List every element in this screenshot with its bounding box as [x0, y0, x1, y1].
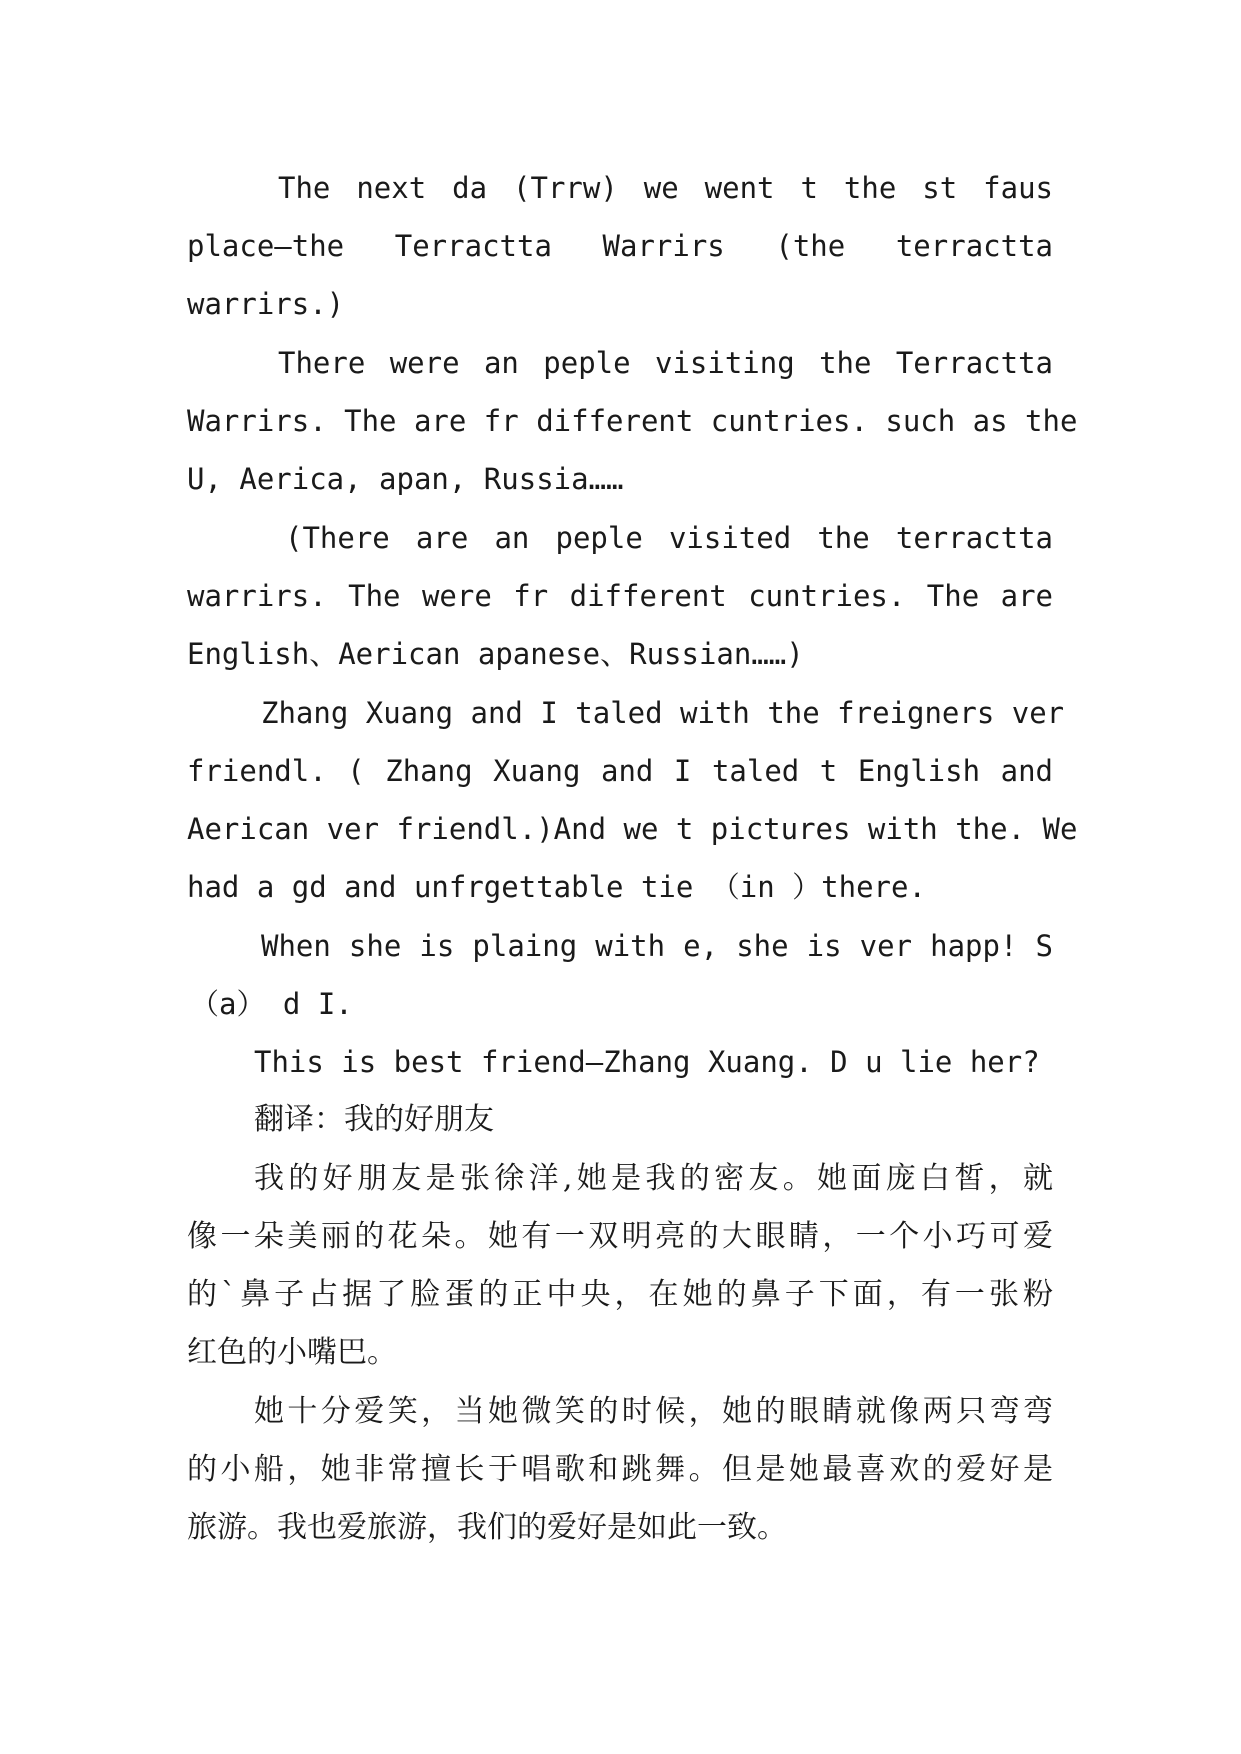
translation-heading: 翻译：我的好朋友	[254, 1102, 494, 1137]
paragraph-5-line-1: When she is plaing with e, she is ver happ! S	[261, 929, 1053, 963]
paragraph-3-line-3: English、Aerican apanese、Russian……)	[187, 637, 804, 671]
paragraph-5-line-2: （a） d I.	[190, 987, 353, 1021]
paragraph-2-line-3: U, Aerica, apan, Russia……	[187, 462, 624, 496]
paragraph-1-line-1: The next da (Trrw) we went t the st faus	[278, 171, 1053, 205]
paragraph-2-line-2: Warrirs. The are fr different cuntries. such as the	[187, 404, 1078, 438]
paragraph-4-line-1: Zhang Xuang and I taled with the freigners ver	[261, 696, 1065, 730]
paragraph-4-line-3: Aerican ver friendl.)And we t pictures with the. We	[187, 812, 1078, 846]
translation-paragraph-1-line-1: 我的好朋友是张徐洋,她是我的密友。她面庞白皙，就	[254, 1161, 1053, 1196]
paragraph-3-line-2: warrirs. The were fr different cuntries. The are	[187, 579, 1053, 613]
paragraph-2-line-1: There were an peple visiting the Terractta	[278, 346, 1053, 380]
translation-paragraph-1-line-3: 的`鼻子占据了脸蛋的正中央，在她的鼻子下面，有一张粉	[187, 1277, 1053, 1312]
paragraph-1-line-3: warrirs.)	[187, 287, 345, 321]
translation-paragraph-2-line-2: 的小船，她非常擅长于唱歌和跳舞。但是她最喜欢的爱好是	[187, 1452, 1053, 1487]
translation-paragraph-1-line-4: 红色的小嘴巴。	[187, 1335, 397, 1370]
translation-paragraph-2-line-3: 旅游。我也爱旅游，我们的爱好是如此一致。	[187, 1510, 787, 1545]
paragraph-6-line-1: This is best friend—Zhang Xuang. D u lie her?	[254, 1045, 1040, 1079]
paragraph-4-line-2: friendl. ( Zhang Xuang and I taled t English and	[187, 754, 1053, 788]
paragraph-3-line-1: (There are an peple visited the terractta	[285, 521, 1053, 555]
paragraph-1-line-2: place—the Terractta Warrirs (the terractta	[187, 229, 1053, 263]
translation-paragraph-2-line-1: 她十分爱笑，当她微笑的时候，她的眼睛就像两只弯弯	[254, 1394, 1053, 1429]
paragraph-4-line-4: had a gd and unfrgettable tie （in ）there.	[187, 870, 926, 904]
translation-paragraph-1-line-2: 像一朵美丽的花朵。她有一双明亮的大眼睛，一个小巧可爱	[187, 1219, 1053, 1254]
